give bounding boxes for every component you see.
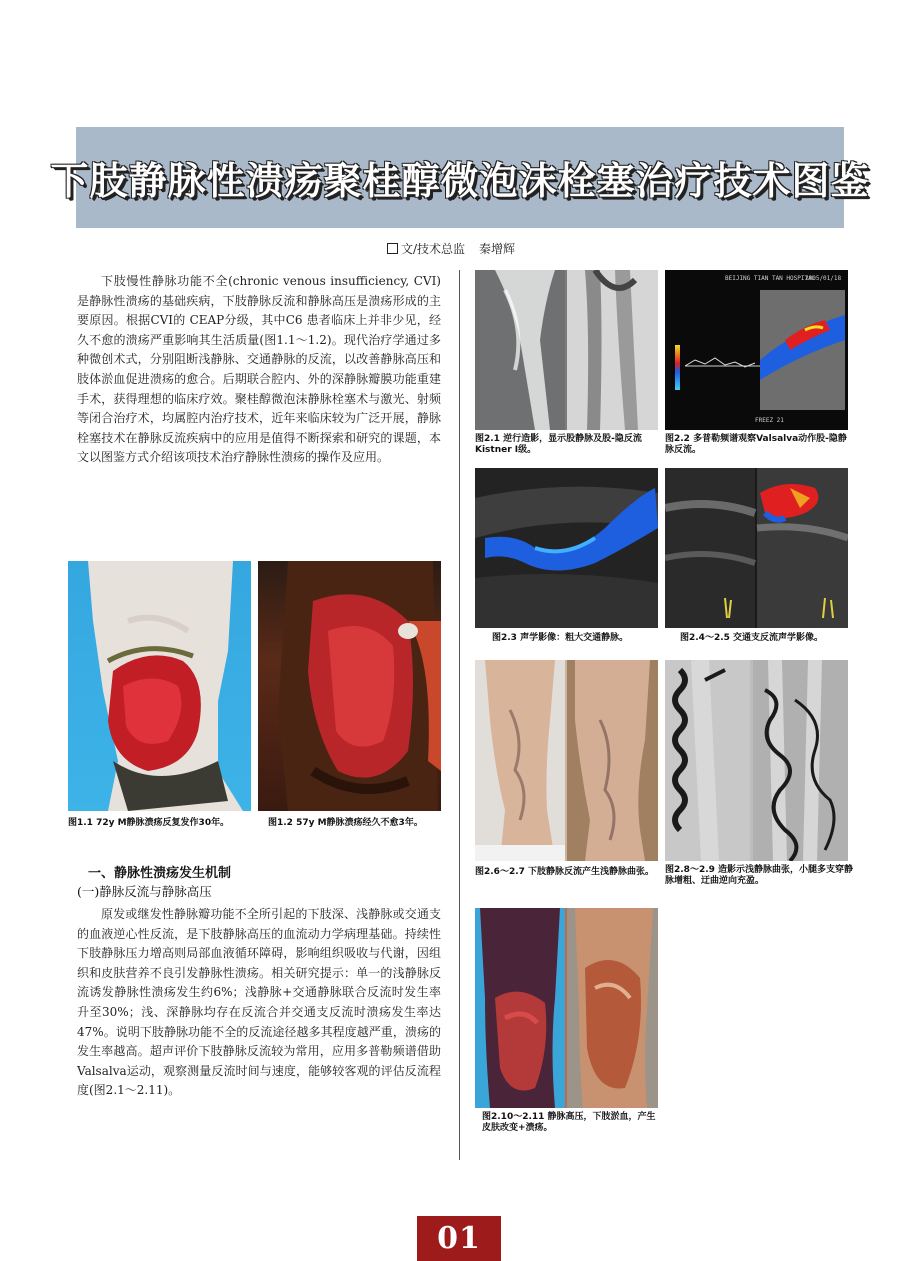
figure-2-4-caption: 图2.4～2.5 交通支反流声学影像。	[680, 633, 824, 643]
section-heading: 一、静脉性溃疡发生机制	[88, 866, 232, 881]
subsection-heading: (一)静脉反流与静脉高压	[77, 884, 212, 899]
author-name: 秦增辉	[479, 242, 516, 256]
figure-2-6-photo	[475, 660, 658, 861]
figure-2-8-caption: 图2.8～2.9 造影示浅静脉曲张，小腿多支穿静脉增粗、迂曲逆向充盈。	[665, 865, 854, 886]
figure-2-1-photo	[475, 270, 658, 430]
us-freeze-label: FREEZ 21	[755, 417, 784, 424]
figure-2-2-caption: 图2.2 多普勒频谱观察Valsalva动作股-隐静脉反流。	[665, 434, 847, 455]
us-date-label: 2005/01/18	[805, 275, 842, 282]
title-banner	[50, 127, 870, 228]
square-icon	[387, 243, 398, 254]
figure-1-1-photo	[68, 561, 251, 811]
figure-2-10-photo	[475, 908, 658, 1108]
column-divider	[459, 270, 460, 1160]
us-hospital-label: BEIJING TIAN TAN HOSPITAL	[725, 275, 816, 282]
article-title: 下肢静脉性溃疡聚桂醇微泡沫栓塞治疗技术图鉴	[50, 159, 870, 203]
figure-2-3-caption: 图2.3 声学影像：粗大交通静脉。	[492, 633, 629, 643]
figure-2-8-photo	[665, 660, 848, 861]
figure-2-2-photo	[665, 270, 848, 430]
figure-1-2-caption: 图1.2 57y M静脉溃疡经久不愈3年。	[268, 818, 423, 828]
byline	[387, 240, 515, 257]
figure-2-4-photo	[665, 468, 848, 628]
byline-prefix: 文/技术总监	[401, 242, 466, 256]
figure-2-6-caption: 图2.6～2.7 下肢静脉反流产生浅静脉曲张。	[475, 867, 655, 877]
page-number: 01	[417, 1216, 501, 1261]
figure-2-10-caption: 图2.10～2.11 静脉高压，下肢淤血，产生皮肤改变+溃疡。	[482, 1112, 656, 1133]
figure-2-1-caption: 图2.1 逆行造影，显示股静脉及股-隐反流Kistner Ⅰ级。	[475, 434, 642, 455]
section-paragraph: 原发或继发性静脉瓣功能不全所引起的下肢深、浅静脉或交通支的血液逆心性反流，是下肢静脉高压的血流动力学病理基础。持续性下肢静脉压力增高则局部血液循环障碍，影响组织吸收与代谢，因组织和皮肤营养不良引发静脉性溃疡。相关研究提示：单一的浅静脉反流诱发静脉性溃疡发生约6%；浅静脉+交通静脉联合反流时发生率升至30%；浅、深静脉均存在反流合并交通支反流时溃疡发生率达47%。说明下肢静脉功能不全的反流途径越多其程度越严重，溃疡的发生率越高。超声评价下肢静脉反流较为常用，应用多普勒频谱借助Valsalva运动，观察测量反流时间与速度，能够较客观的评估反流程度(图2.1～2.11)。	[77, 907, 441, 1098]
figure-1-2-photo	[258, 561, 441, 811]
intro-paragraph: 下肢慢性静脉功能不全(chronic venous insufficiency, CVI)是静脉性溃疡的基础疾病，下肢静脉反流和静脉高压是溃疡形成的主要原因。根据CVI的 CEAP分级，其中C6 患者临床上并非少见，经久不愈的溃疡严重影响其生活质量(图1.1～1.2)。现代治疗学通过多种微创术式，分别阻断浅静脉、交通静脉的反流，以改善静脉高压和肢体淤血促进溃疡的愈合。后期联合腔内、外的深静脉瓣膜功能重建手术，获得理想的临床疗效。聚桂醇微泡沫静脉栓塞术与激光、射频等闭合治疗术，均属腔内治疗技术，近年来临床较为广泛开展，静脉栓塞技术在静脉反流疾病中的应用是值得不断探索和研究的课题，本文以图鉴方式介绍该项技术治疗静脉性溃疡的操作及应用。	[77, 274, 441, 465]
figure-1-1-caption: 图1.1 72y M静脉溃疡反复发作30年。	[68, 818, 230, 828]
figure-2-3-photo	[475, 468, 658, 628]
